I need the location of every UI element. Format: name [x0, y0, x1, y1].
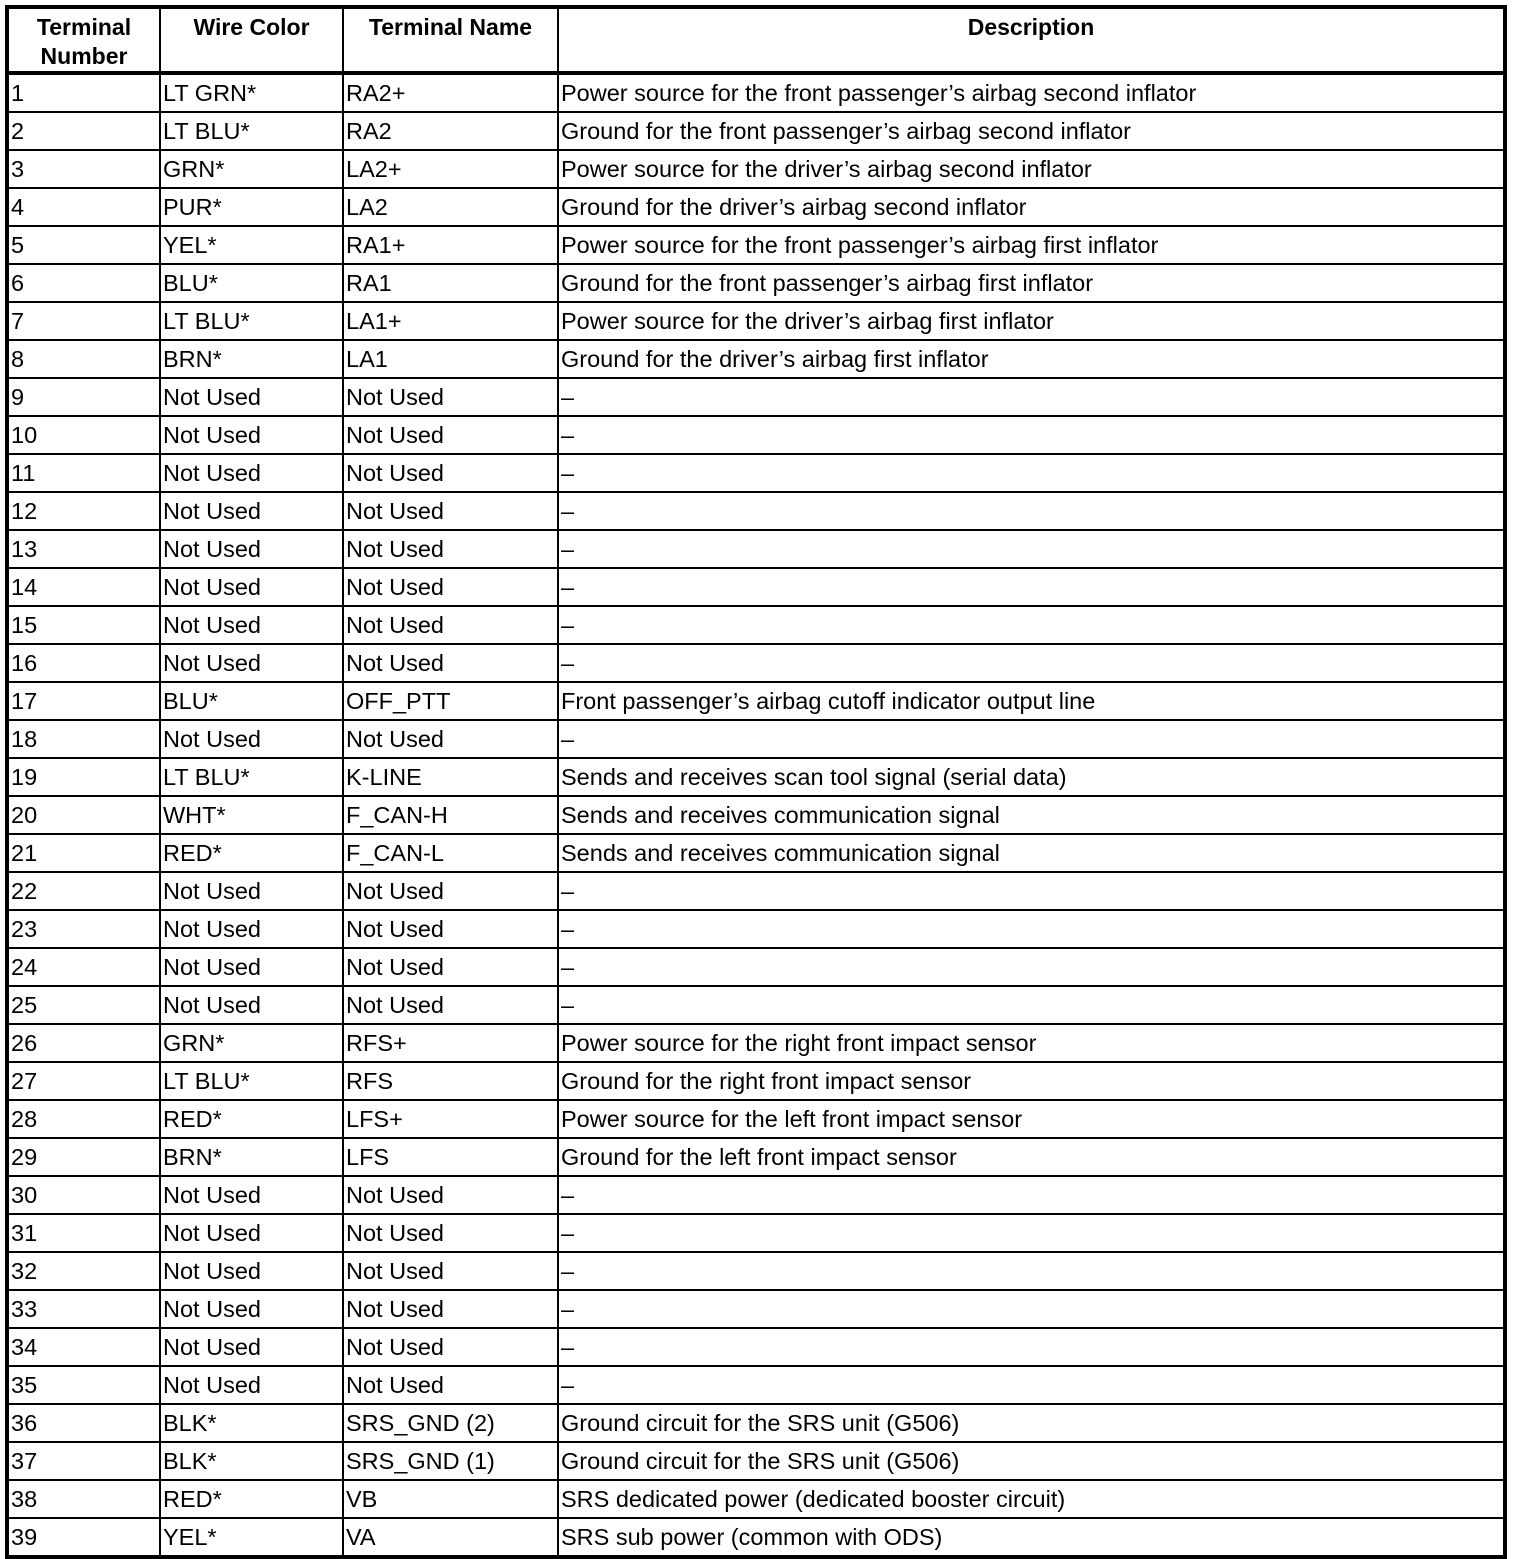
cell-wire-color: BRN*: [160, 340, 343, 378]
terminal-table: [5, 5, 1507, 1559]
table-row: [7, 1366, 1505, 1404]
cell-wire-color: GRN*: [160, 1024, 343, 1062]
cell-description: Power source for the right front impact sensor: [558, 1024, 1505, 1062]
cell-wire-color: LT BLU*: [160, 758, 343, 796]
table-row: [7, 73, 1505, 112]
cell-terminal-number: 8: [7, 340, 160, 378]
table-row: [7, 378, 1505, 416]
cell-terminal-name: Not Used: [343, 492, 558, 530]
cell-wire-color: Not Used: [160, 378, 343, 416]
table-row: [7, 1214, 1505, 1252]
cell-wire-color: Not Used: [160, 1214, 343, 1252]
table-row: [7, 264, 1505, 302]
cell-wire-color: BRN*: [160, 1138, 343, 1176]
cell-terminal-number: 1: [7, 73, 160, 112]
cell-terminal-name: F_CAN-L: [343, 834, 558, 872]
cell-terminal-number: 11: [7, 454, 160, 492]
cell-terminal-number: 27: [7, 1062, 160, 1100]
cell-terminal-number: 5: [7, 226, 160, 264]
cell-description: –: [558, 416, 1505, 454]
cell-wire-color: LT BLU*: [160, 302, 343, 340]
cell-terminal-number: 23: [7, 910, 160, 948]
cell-terminal-number: 15: [7, 606, 160, 644]
cell-terminal-number: 17: [7, 682, 160, 720]
cell-wire-color: Not Used: [160, 872, 343, 910]
cell-terminal-name: RA2: [343, 112, 558, 150]
cell-description: Power source for the driver’s airbag second inflator: [558, 150, 1505, 188]
cell-terminal-name: Not Used: [343, 1328, 558, 1366]
header-row: [7, 7, 1505, 73]
cell-terminal-name: Not Used: [343, 454, 558, 492]
table-header: [7, 7, 1505, 73]
table-row: [7, 834, 1505, 872]
cell-wire-color: WHT*: [160, 796, 343, 834]
cell-terminal-name: Not Used: [343, 378, 558, 416]
cell-terminal-number: 16: [7, 644, 160, 682]
cell-description: Sends and receives scan tool signal (serial data): [558, 758, 1505, 796]
cell-wire-color: BLU*: [160, 264, 343, 302]
cell-description: –: [558, 986, 1505, 1024]
cell-terminal-number: 33: [7, 1290, 160, 1328]
table-row: [7, 682, 1505, 720]
cell-wire-color: Not Used: [160, 1252, 343, 1290]
table-row: [7, 986, 1505, 1024]
cell-description: –: [558, 910, 1505, 948]
cell-terminal-name: LA1+: [343, 302, 558, 340]
cell-description: SRS dedicated power (dedicated booster circuit): [558, 1480, 1505, 1518]
cell-description: –: [558, 1328, 1505, 1366]
cell-terminal-number: 13: [7, 530, 160, 568]
cell-description: –: [558, 530, 1505, 568]
cell-terminal-name: Not Used: [343, 986, 558, 1024]
table-row: [7, 872, 1505, 910]
cell-terminal-name: LA2: [343, 188, 558, 226]
cell-wire-color: Not Used: [160, 606, 343, 644]
cell-terminal-number: 7: [7, 302, 160, 340]
header-terminal-number: Terminal Number: [7, 7, 160, 73]
cell-description: Ground for the driver’s airbag first inflator: [558, 340, 1505, 378]
table-row: [7, 454, 1505, 492]
cell-terminal-name: Not Used: [343, 644, 558, 682]
cell-description: Ground for the left front impact sensor: [558, 1138, 1505, 1176]
table-row: [7, 530, 1505, 568]
cell-terminal-name: Not Used: [343, 720, 558, 758]
table-row: [7, 416, 1505, 454]
cell-terminal-number: 36: [7, 1404, 160, 1442]
table-row: [7, 226, 1505, 264]
cell-terminal-number: 37: [7, 1442, 160, 1480]
cell-description: –: [558, 1366, 1505, 1404]
cell-description: Power source for the left front impact sensor: [558, 1100, 1505, 1138]
cell-terminal-number: 22: [7, 872, 160, 910]
table-row: [7, 1252, 1505, 1290]
cell-terminal-name: Not Used: [343, 872, 558, 910]
header-description: Description: [558, 7, 1505, 73]
cell-description: Ground for the driver’s airbag second inflator: [558, 188, 1505, 226]
cell-terminal-name: LA1: [343, 340, 558, 378]
table-row: [7, 720, 1505, 758]
header-wire-color: Wire Color: [160, 7, 343, 73]
cell-description: Sends and receives communication signal: [558, 834, 1505, 872]
table-row: [7, 188, 1505, 226]
cell-terminal-name: RFS+: [343, 1024, 558, 1062]
table-row: [7, 1328, 1505, 1366]
table-row: [7, 1062, 1505, 1100]
cell-terminal-number: 6: [7, 264, 160, 302]
cell-description: –: [558, 492, 1505, 530]
cell-description: Ground for the front passenger’s airbag first inflator: [558, 264, 1505, 302]
cell-terminal-number: 24: [7, 948, 160, 986]
cell-terminal-name: SRS_GND (1): [343, 1442, 558, 1480]
cell-terminal-number: 19: [7, 758, 160, 796]
cell-terminal-number: 35: [7, 1366, 160, 1404]
cell-terminal-number: 26: [7, 1024, 160, 1062]
cell-description: –: [558, 1290, 1505, 1328]
cell-terminal-name: K-LINE: [343, 758, 558, 796]
cell-wire-color: Not Used: [160, 530, 343, 568]
cell-description: Power source for the driver’s airbag first inflator: [558, 302, 1505, 340]
cell-wire-color: YEL*: [160, 226, 343, 264]
table-row: [7, 1404, 1505, 1442]
cell-terminal-number: 39: [7, 1518, 160, 1557]
cell-wire-color: LT BLU*: [160, 1062, 343, 1100]
cell-terminal-number: 20: [7, 796, 160, 834]
cell-description: –: [558, 1252, 1505, 1290]
table-row: [7, 1138, 1505, 1176]
table-row: [7, 492, 1505, 530]
cell-description: –: [558, 454, 1505, 492]
cell-description: –: [558, 948, 1505, 986]
cell-terminal-name: Not Used: [343, 948, 558, 986]
cell-terminal-name: LA2+: [343, 150, 558, 188]
cell-terminal-name: RA1: [343, 264, 558, 302]
cell-terminal-name: Not Used: [343, 530, 558, 568]
cell-terminal-number: 12: [7, 492, 160, 530]
cell-terminal-name: Not Used: [343, 606, 558, 644]
table-row: [7, 1518, 1505, 1557]
cell-terminal-name: Not Used: [343, 1176, 558, 1214]
cell-terminal-name: LFS: [343, 1138, 558, 1176]
cell-terminal-name: F_CAN-H: [343, 796, 558, 834]
cell-terminal-number: 30: [7, 1176, 160, 1214]
cell-terminal-number: 14: [7, 568, 160, 606]
cell-terminal-name: SRS_GND (2): [343, 1404, 558, 1442]
cell-terminal-number: 3: [7, 150, 160, 188]
cell-wire-color: LT BLU*: [160, 112, 343, 150]
cell-description: Ground circuit for the SRS unit (G506): [558, 1404, 1505, 1442]
cell-terminal-name: Not Used: [343, 1214, 558, 1252]
cell-terminal-number: 9: [7, 378, 160, 416]
cell-wire-color: Not Used: [160, 910, 343, 948]
cell-wire-color: Not Used: [160, 492, 343, 530]
table-row: [7, 948, 1505, 986]
cell-wire-color: RED*: [160, 834, 343, 872]
cell-terminal-name: OFF_PTT: [343, 682, 558, 720]
table-row: [7, 1480, 1505, 1518]
table-row: [7, 112, 1505, 150]
cell-wire-color: Not Used: [160, 416, 343, 454]
cell-description: –: [558, 720, 1505, 758]
cell-terminal-name: Not Used: [343, 1252, 558, 1290]
cell-wire-color: Not Used: [160, 1290, 343, 1328]
table-row: [7, 1290, 1505, 1328]
cell-terminal-name: Not Used: [343, 1366, 558, 1404]
cell-description: Power source for the front passenger’s airbag first inflator: [558, 226, 1505, 264]
cell-wire-color: Not Used: [160, 986, 343, 1024]
cell-terminal-number: 25: [7, 986, 160, 1024]
table-row: [7, 796, 1505, 834]
cell-description: –: [558, 606, 1505, 644]
cell-terminal-number: 28: [7, 1100, 160, 1138]
table-row: [7, 758, 1505, 796]
cell-terminal-number: 32: [7, 1252, 160, 1290]
cell-terminal-number: 38: [7, 1480, 160, 1518]
cell-description: –: [558, 872, 1505, 910]
cell-terminal-number: 10: [7, 416, 160, 454]
cell-description: Ground for the front passenger’s airbag second inflator: [558, 112, 1505, 150]
table-body: [7, 73, 1505, 1557]
cell-description: Sends and receives communication signal: [558, 796, 1505, 834]
cell-terminal-name: Not Used: [343, 1290, 558, 1328]
cell-wire-color: PUR*: [160, 188, 343, 226]
table-row: [7, 1100, 1505, 1138]
cell-wire-color: Not Used: [160, 644, 343, 682]
cell-wire-color: Not Used: [160, 948, 343, 986]
cell-terminal-number: 2: [7, 112, 160, 150]
header-terminal-name: Terminal Name: [343, 7, 558, 73]
table-row: [7, 1442, 1505, 1480]
table-row: [7, 606, 1505, 644]
cell-terminal-number: 21: [7, 834, 160, 872]
cell-description: Ground circuit for the SRS unit (G506): [558, 1442, 1505, 1480]
cell-description: SRS sub power (common with ODS): [558, 1518, 1505, 1557]
table-row: [7, 150, 1505, 188]
cell-wire-color: Not Used: [160, 454, 343, 492]
cell-wire-color: Not Used: [160, 1328, 343, 1366]
table-row: [7, 910, 1505, 948]
cell-wire-color: Not Used: [160, 568, 343, 606]
cell-wire-color: RED*: [160, 1100, 343, 1138]
cell-wire-color: BLK*: [160, 1404, 343, 1442]
table-row: [7, 1176, 1505, 1214]
cell-wire-color: Not Used: [160, 720, 343, 758]
cell-terminal-name: RA2+: [343, 73, 558, 112]
cell-description: Power source for the front passenger’s airbag second inflator: [558, 73, 1505, 112]
table-row: [7, 340, 1505, 378]
cell-terminal-name: Not Used: [343, 568, 558, 606]
cell-wire-color: GRN*: [160, 150, 343, 188]
cell-wire-color: RED*: [160, 1480, 343, 1518]
cell-terminal-number: 29: [7, 1138, 160, 1176]
cell-terminal-name: LFS+: [343, 1100, 558, 1138]
cell-wire-color: YEL*: [160, 1518, 343, 1557]
cell-description: Ground for the right front impact sensor: [558, 1062, 1505, 1100]
table-row: [7, 644, 1505, 682]
cell-terminal-name: RA1+: [343, 226, 558, 264]
cell-terminal-name: Not Used: [343, 910, 558, 948]
cell-description: –: [558, 644, 1505, 682]
cell-wire-color: BLK*: [160, 1442, 343, 1480]
table-row: [7, 568, 1505, 606]
cell-terminal-number: 34: [7, 1328, 160, 1366]
cell-terminal-name: RFS: [343, 1062, 558, 1100]
table-row: [7, 1024, 1505, 1062]
cell-description: –: [558, 568, 1505, 606]
cell-terminal-name: Not Used: [343, 416, 558, 454]
cell-description: –: [558, 378, 1505, 416]
cell-description: –: [558, 1214, 1505, 1252]
cell-description: Front passenger’s airbag cutoff indicator output line: [558, 682, 1505, 720]
cell-wire-color: Not Used: [160, 1366, 343, 1404]
cell-wire-color: LT GRN*: [160, 73, 343, 112]
cell-description: –: [558, 1176, 1505, 1214]
cell-terminal-name: VA: [343, 1518, 558, 1557]
cell-terminal-number: 18: [7, 720, 160, 758]
cell-terminal-number: 31: [7, 1214, 160, 1252]
cell-wire-color: BLU*: [160, 682, 343, 720]
cell-wire-color: Not Used: [160, 1176, 343, 1214]
cell-terminal-name: VB: [343, 1480, 558, 1518]
table-row: [7, 302, 1505, 340]
cell-terminal-number: 4: [7, 188, 160, 226]
